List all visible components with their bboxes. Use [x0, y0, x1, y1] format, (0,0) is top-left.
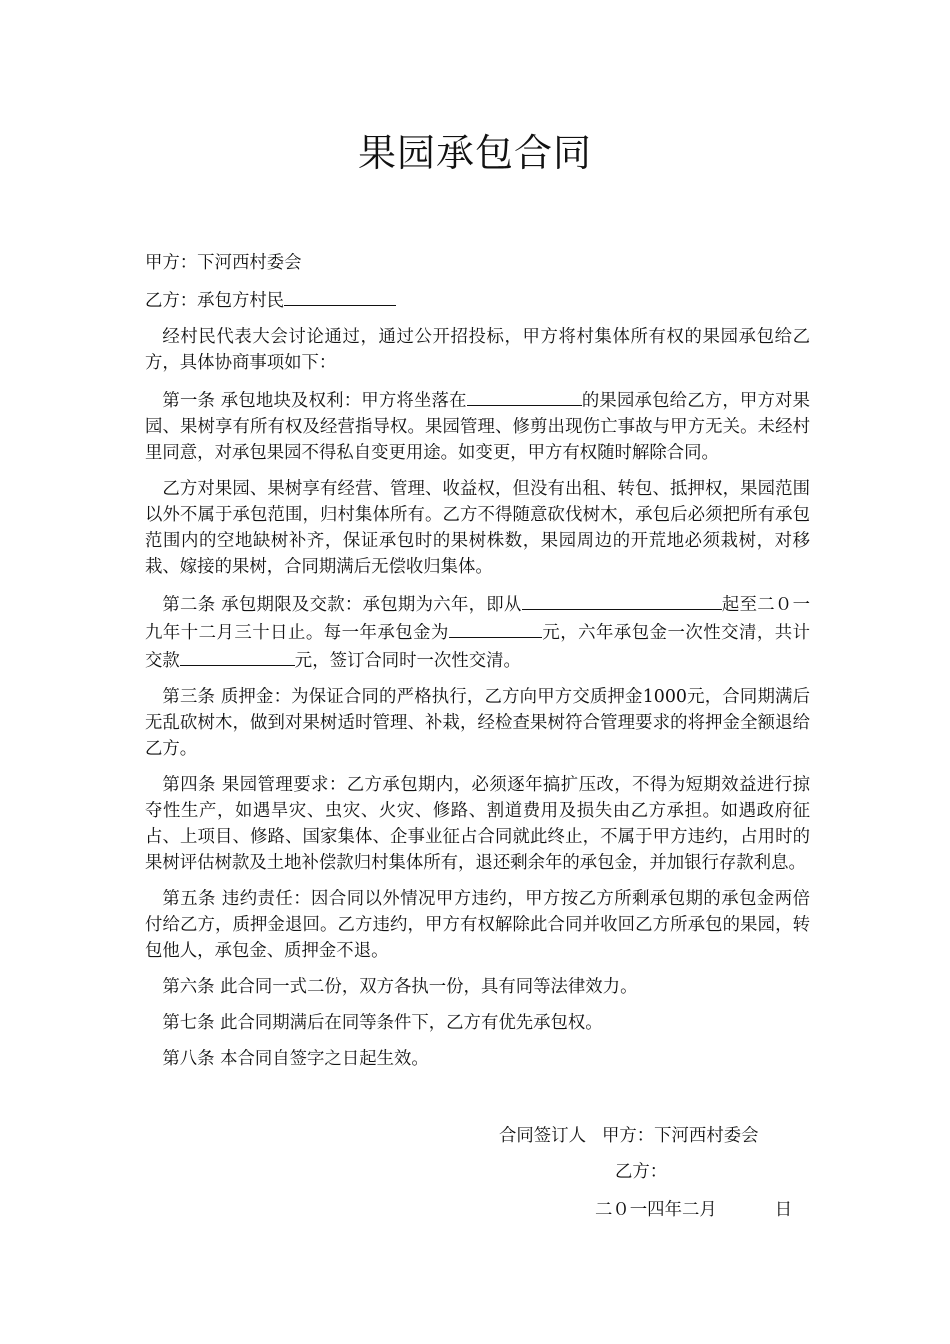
article-8: 第八条 本合同自签字之日起生效。 [162, 1049, 429, 1069]
party-b-blank [284, 286, 396, 306]
article-1-pre: 第一条 承包地块及权利：甲方将坐落在 [162, 391, 467, 411]
signer-label: 合同签订人 [499, 1126, 586, 1146]
article-3: 第三条 质押金：为保证合同的严格执行，乙方向甲方交质押金1000元，合同期满后无乱砍树木，做到对果树适时管理、补栽，经检查果树符合管理要求的将押金全额退给乙方。 [145, 687, 810, 759]
annual-fee-blank [449, 618, 542, 638]
article-7: 第七条 此合同期满后在同等条件下，乙方有优先承包权。 [162, 1013, 603, 1033]
article-2-post: 元，签订合同时一次性交清。 [294, 651, 521, 671]
article-2 [145, 590, 810, 674]
location-blank [467, 386, 582, 406]
date-prefix: 二０一四年二月 [595, 1200, 717, 1220]
article-1-continued: 乙方对果园、果树享有经营、管理、收益权，但没有出租、转包、抵押权，果园范围以外不属于承包范围，归村集体所有。乙方不得随意砍伐树木，承包后必须把所有承包范围内的空地缺树补齐，保证承包时的果树株数，果园周边的开荒地必须栽树，对移栽、嫁接的果树，合同期满后无偿收归集体。 [145, 479, 810, 577]
document-title: 果园承包合同 [357, 131, 592, 175]
signature-party-b: 乙方： [615, 1162, 668, 1182]
signature-date [595, 1197, 792, 1223]
party-a-line: 甲方：下河西村委会 [145, 253, 302, 273]
article-4: 第四条 果园管理要求：乙方承包期内，必须逐年搞扩压改，不得为短期效益进行掠夺性生产，如遇旱灾、虫灾、火灾、修路、割道费用及损失由乙方承担。如遇政府征占、上项目、修路、国家集体、企事业征占合同就此终止，不属于甲方违约，占用时的果树评估树款及土地补偿款归村集体所有，退还剩余年的承包金，并加银行存款利息。 [145, 775, 810, 873]
party-b-line [145, 286, 810, 314]
article-5: 第五条 违约责任：因合同以外情况甲方违约，甲方按乙方所剩承包期的承包金两倍付给乙方，质押金退回。乙方违约，甲方有权解除此合同并收回乙方所承包的果园，转包他人，承包金、质押金不退。 [145, 889, 810, 961]
article-2-mid2: 元，六年承包金一次性交清，共计交款 [145, 623, 810, 671]
signature-party-a: 甲方：下河西村委会 [601, 1126, 759, 1146]
total-fee-blank [180, 646, 295, 666]
date-suffix: 日 [774, 1200, 793, 1220]
intro-paragraph: 经村民代表大会讨论通过，通过公开招投标，甲方将村集体所有权的果园承包给乙方，具体协商事项如下： [145, 327, 810, 373]
signature-line [499, 1123, 759, 1149]
article-6: 第六条 此合同一式二份，双方各执一份，具有同等法律效力。 [162, 977, 638, 997]
party-b-label: 乙方：承包方村民 [145, 291, 285, 311]
start-date-blank [522, 590, 722, 610]
article-1 [145, 386, 810, 466]
contract-body [145, 250, 810, 1082]
article-1-post: 的果园承包给乙方，甲方对果园、果树享有所有权及经营指导权。果园管理、修剪出现伤亡事故与甲方无关。未经村里同意，对承包果园不得私自变更用途。如变更，甲方有权随时解除合同。 [145, 391, 810, 463]
article-2-mid1: 起至二０一九年十二月三十日止。每一年承包金为 [145, 595, 810, 643]
article-2-pre: 第二条 承包期限及交款：承包期为六年，即从 [162, 595, 522, 615]
